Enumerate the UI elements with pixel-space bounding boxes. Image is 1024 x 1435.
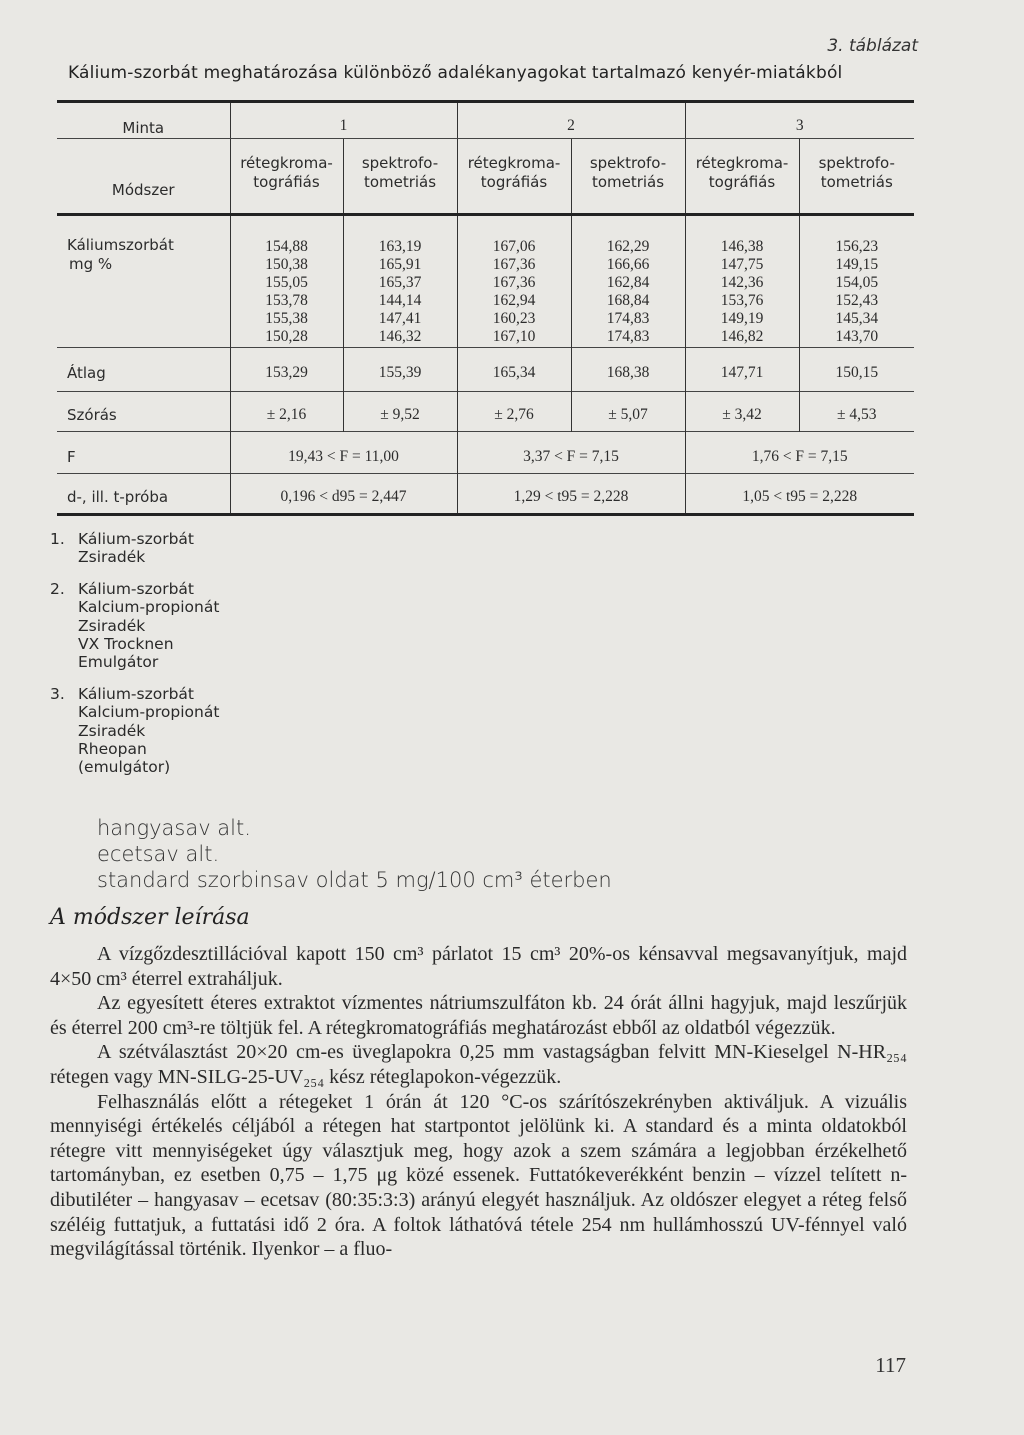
header-minta: Minta bbox=[122, 119, 165, 137]
t-label: d-, ill. t-próba bbox=[67, 488, 169, 506]
legend-line: Kálium-szorbát bbox=[78, 579, 195, 598]
method-spectro-1: spektrofo- tometriás bbox=[343, 139, 457, 215]
legend-line: Kalcium-propionát bbox=[78, 598, 220, 617]
method-tlc-3: rétegkroma- tográfiás bbox=[685, 139, 799, 215]
szoras-label: Szórás bbox=[67, 406, 117, 424]
legend-group-3 bbox=[50, 684, 220, 777]
legend-line: Kalcium-propionát bbox=[78, 703, 220, 722]
header-modszer: Módszer bbox=[57, 139, 230, 215]
table-number: 3. táblázat bbox=[827, 36, 918, 56]
section-heading: A módszer leírása bbox=[50, 905, 250, 930]
paragraph: Felhasználás előtt a rétegeket 1 órán át 120 °C-os szárítószekrényben aktiváljuk. A vizuális mennyiségi értékelés céljából a rétegen hat startpontot jelölünk ki. A standard és a minta oldatokból rétegre vitt mennyiségeket úgy választjuk meg, hogy azok a szem számára a legjobban érzékelhető tartományban, ez esetben 0,75 – 1,75 μg közé essenek. Futtatókeverékként benzin – vízzel telített n-dibutiléter – hangyasav – ecetsav (80:35:3:3) arányú elegyét használjuk. Az oldószer elegyet a réteg felső széléig futtatjuk, a futtatási idő 2 óra. A foltok láthatóvá tétele 254 nm hullámhosszú UV-fénnyel való megvilágítással történik. Ilyenkor – a fluo- bbox=[50, 1090, 907, 1261]
legend-num: 3. bbox=[50, 684, 65, 703]
values-col-6: 156,23 149,15 154,05 152,43 145,34 143,70 bbox=[799, 215, 914, 348]
kalium-label: Káliumszorbát bbox=[67, 236, 174, 254]
szoras-3: ± 2,76 bbox=[457, 392, 571, 432]
legend-line: Emulgátor bbox=[78, 653, 159, 672]
legend-group-2 bbox=[50, 579, 220, 672]
table-title: Kálium-szorbát meghatározása különböző adalékanyagokat tartalmazó kenyér-miatákból bbox=[68, 63, 843, 83]
reagent-item: ecetsav alt. bbox=[97, 842, 220, 866]
values-col-4: 162,29 166,66 162,84 168,84 174,83 174,83 bbox=[571, 215, 685, 348]
method-spectro-2: spektrofo- tometriás bbox=[571, 139, 685, 215]
legend-group-1 bbox=[50, 530, 219, 567]
atlag-5: 147,71 bbox=[685, 348, 799, 392]
szoras-4: ± 5,07 bbox=[571, 392, 685, 432]
method-spectro-3: spektrofo- tometriás bbox=[799, 139, 914, 215]
method-description bbox=[50, 942, 907, 1262]
t-1: 0,196 < d95 = 2,447 bbox=[230, 474, 457, 515]
atlag-4: 168,38 bbox=[571, 348, 685, 392]
sample-legend bbox=[50, 530, 220, 790]
szoras-5: ± 3,42 bbox=[685, 392, 799, 432]
f-2: 3,37 < F = 7,15 bbox=[457, 432, 685, 474]
szoras-1: ± 2,16 bbox=[230, 392, 343, 432]
legend-num: 2. bbox=[50, 579, 65, 598]
results-table bbox=[57, 100, 914, 516]
paragraph: Az egyesített éteres extraktot vízmentes nátriumszulfáton kb. 24 órát állni hagyjuk, majd leszűrjük és éterrel 200 cm³-re töltjük fel. A rétegkromatográfiás meghatározást ebből az oldatból végezzük. bbox=[50, 992, 907, 1039]
legend-line: VX Trocknen bbox=[78, 635, 174, 654]
unit-label: mg % bbox=[69, 255, 113, 273]
szoras-6: ± 4,53 bbox=[799, 392, 914, 432]
szoras-2: ± 9,52 bbox=[343, 392, 457, 432]
atlag-2: 155,39 bbox=[343, 348, 457, 392]
t-3: 1,05 < t95 = 2,228 bbox=[685, 474, 914, 515]
atlag-6: 150,15 bbox=[799, 348, 914, 392]
method-tlc-2: rétegkroma- tográfiás bbox=[457, 139, 571, 215]
sample-header-3: 3 bbox=[685, 102, 914, 139]
f-1: 19,43 < F = 11,00 bbox=[230, 432, 457, 474]
legend-line: Zsiradék bbox=[78, 548, 146, 567]
legend-num: 1. bbox=[50, 530, 65, 548]
atlag-1: 153,29 bbox=[230, 348, 343, 392]
method-tlc-1: rétegkroma- tográfiás bbox=[230, 139, 343, 215]
legend-line: Kálium-szorbát bbox=[78, 530, 195, 548]
legend-line: Rheopan bbox=[78, 740, 147, 759]
page-number: 117 bbox=[875, 1353, 906, 1377]
values-col-1: 154,88 150,38 155,05 153,78 155,38 150,28 bbox=[230, 215, 343, 348]
atlag-3: 165,34 bbox=[457, 348, 571, 392]
f-label: F bbox=[67, 448, 76, 466]
sample-header-1: 1 bbox=[230, 102, 457, 139]
values-col-2: 163,19 165,91 165,37 144,14 147,41 146,32 bbox=[343, 215, 457, 348]
paragraph: A szétválasztást 20×20 cm-es üveglapokra 0,25 mm vastagságban felvitt MN-Kieselgel N-HR₂₅₄ rétegen vagy MN-SILG-25-UV₂₅₄ kész réteglapokon-végezzük. bbox=[50, 1041, 907, 1088]
sample-header-2: 2 bbox=[457, 102, 685, 139]
paragraph: A vízgőzdesztillációval kapott 150 cm³ párlatot 15 cm³ 20%-os kénsavval megsavanyítjuk, majd 4×50 cm³ éterrel extraháljuk. bbox=[50, 943, 907, 990]
t-2: 1,29 < t95 = 2,228 bbox=[457, 474, 685, 515]
legend-line: Zsiradék bbox=[78, 616, 146, 635]
legend-line: Zsiradék bbox=[78, 721, 146, 740]
legend-line: (emulgátor) bbox=[78, 758, 171, 777]
reagent-list bbox=[97, 815, 612, 893]
reagent-item: hangyasav alt. bbox=[97, 816, 251, 840]
values-col-3: 167,06 167,36 167,36 162,94 160,23 167,10 bbox=[457, 215, 571, 348]
reagent-item: standard szorbinsav oldat 5 mg/100 cm³ éterben bbox=[97, 868, 612, 892]
atlag-label: Átlag bbox=[67, 364, 106, 382]
legend-line: Kálium-szorbát bbox=[78, 684, 195, 703]
values-col-5: 146,38 147,75 142,36 153,76 149,19 146,82 bbox=[685, 215, 799, 348]
f-3: 1,76 < F = 7,15 bbox=[685, 432, 914, 474]
